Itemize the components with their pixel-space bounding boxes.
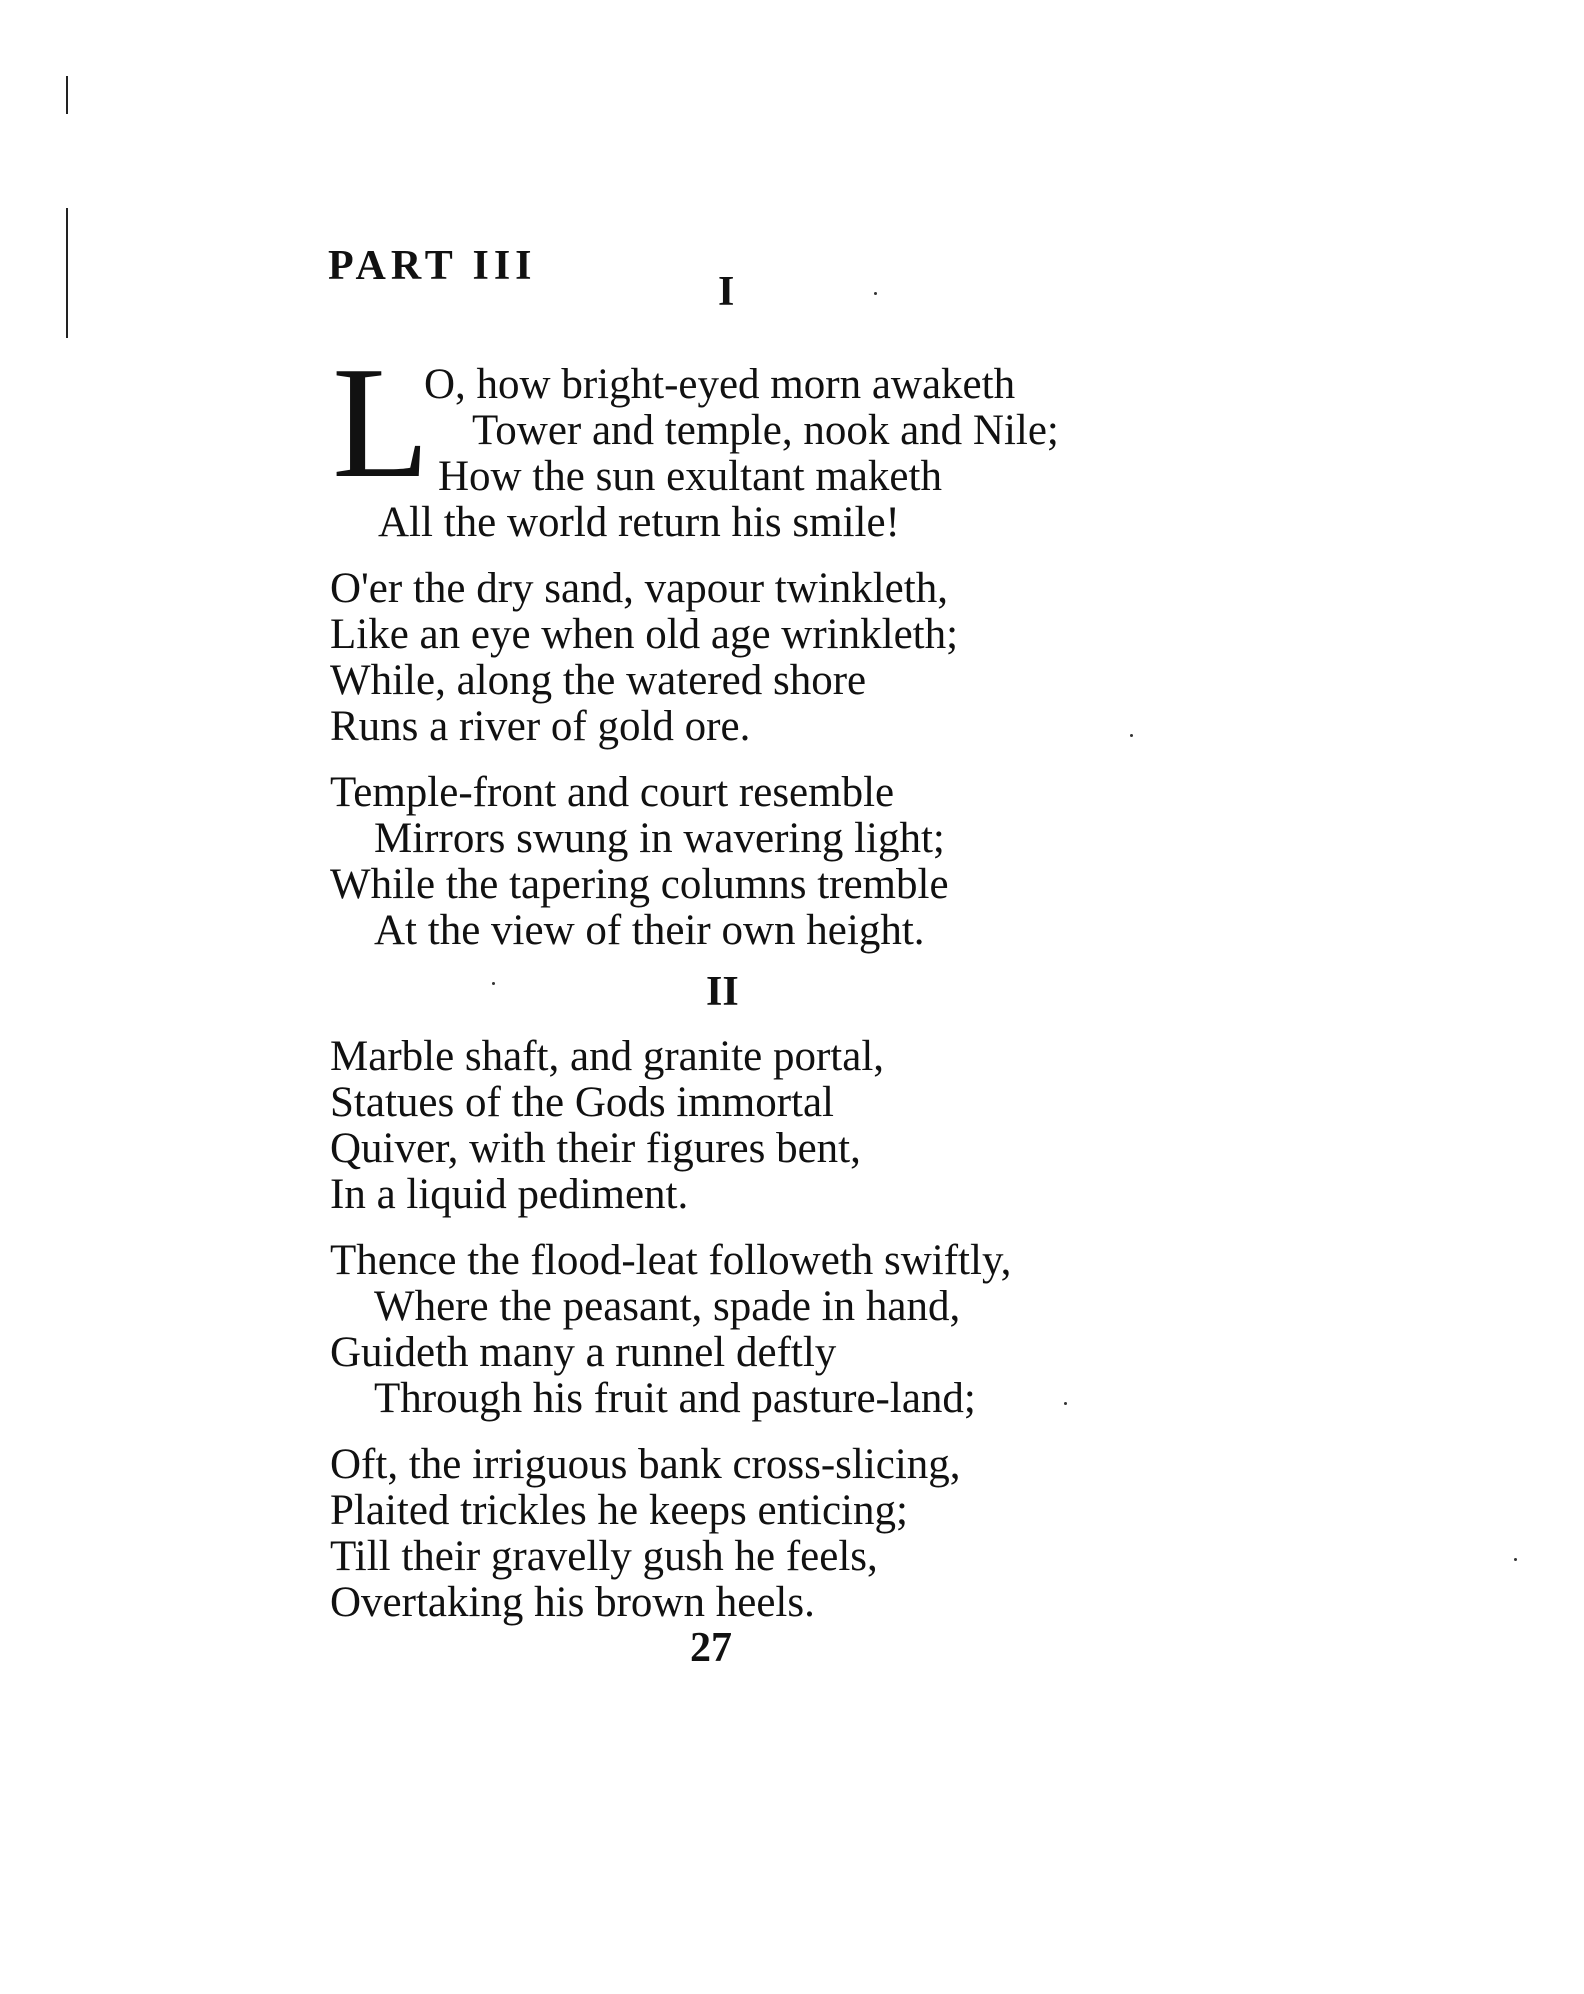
poem-line: In a liquid pediment. [330, 1171, 689, 1218]
poem-line: Statues of the Gods immortal [330, 1079, 834, 1126]
scan-speck [1514, 1558, 1517, 1561]
poem-line: While, along the watered shore [330, 657, 867, 704]
poem-line: Marble shaft, and granite portal, [330, 1033, 885, 1080]
poem-line: Till their gravelly gush he feels, [330, 1533, 878, 1580]
poem-line: Runs a river of gold ore. [330, 703, 751, 750]
page-number: 27 [690, 1625, 732, 1671]
scan-margin-mark [66, 208, 68, 338]
scan-speck [1064, 1402, 1067, 1405]
poem-line: Mirrors swung in wavering light; [374, 815, 945, 862]
scan-margin-mark [66, 76, 68, 114]
poem-line: Quiver, with their figures bent, [330, 1125, 861, 1172]
poem-line: While the tapering columns tremble [330, 861, 949, 908]
scan-speck [1130, 734, 1133, 737]
poem-line: Like an eye when old age wrinkleth; [330, 611, 959, 658]
poem-line: Overtaking his brown heels. [330, 1579, 815, 1626]
poem-line: Temple-front and court resemble [330, 769, 895, 816]
poem-line: Tower and temple, nook and Nile; [472, 407, 1059, 454]
poem-line: How the sun exultant maketh [438, 453, 942, 500]
poem-line: Where the peasant, spade in hand, [374, 1283, 961, 1330]
poem-line: O, how bright-eyed morn awaketh [424, 361, 1016, 408]
poem-line: Guideth many a runnel deftly [330, 1329, 837, 1376]
poem-line: O'er the dry sand, vapour twinkleth, [330, 565, 948, 612]
poem-line: Through his fruit and pasture-land; [374, 1375, 976, 1422]
drop-cap: L [332, 333, 430, 511]
section-number: I [718, 269, 735, 315]
poem-line: At the view of their own height. [374, 907, 925, 954]
poem-line: Plaited trickles he keeps enticing; [330, 1487, 908, 1534]
section-number: II [706, 969, 739, 1015]
poem-line: Oft, the irriguous bank cross-slicing, [330, 1441, 961, 1488]
scan-speck [492, 982, 495, 985]
poem-line: All the world return his smile! [378, 499, 900, 546]
part-title: PART III [328, 243, 537, 289]
scan-speck [874, 292, 877, 295]
poem-line: Thence the flood-leat followeth swiftly, [330, 1237, 1012, 1284]
